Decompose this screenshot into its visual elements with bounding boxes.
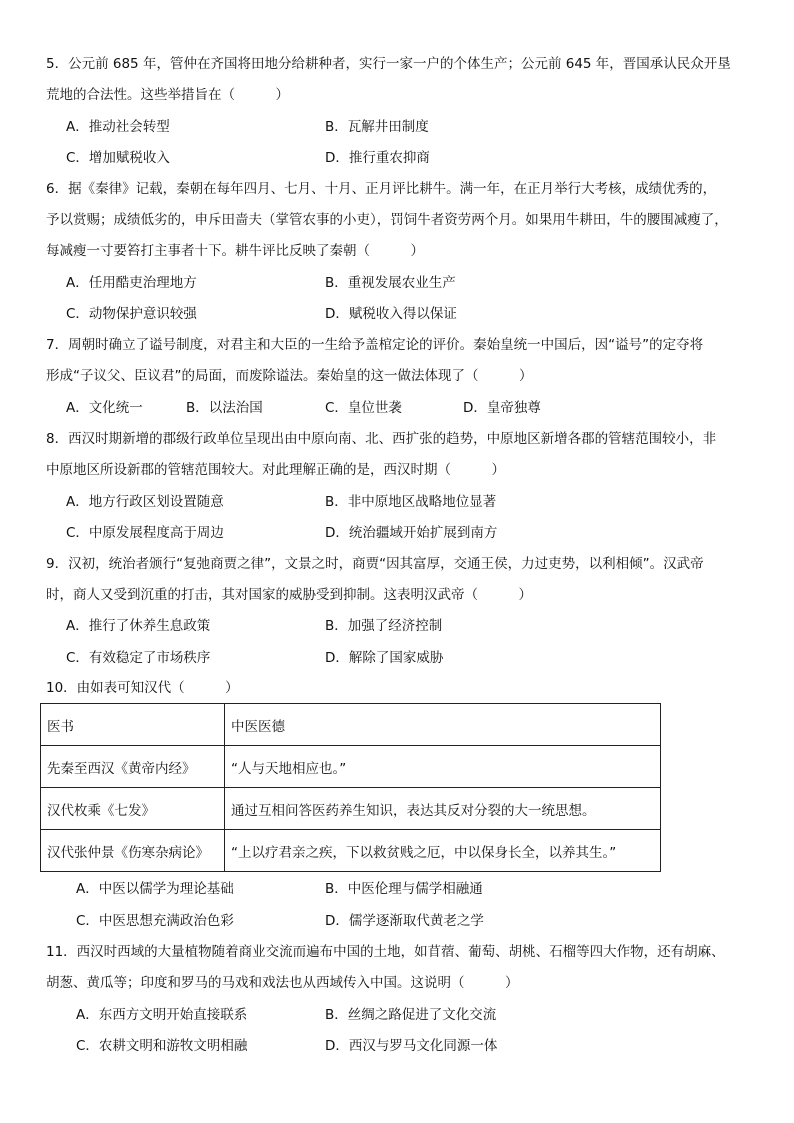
q5-option-c[interactable]: C．增加赋税收入 — [66, 150, 170, 166]
table-header-cell: 医书 — [41, 704, 225, 746]
q9-option-d[interactable]: D．解除了国家威胁 — [325, 650, 444, 666]
q8-stem-line-1: 8．西汉时期新增的郡级行政单位呈现出由中原向南、北、西扩张的趋势，中原地区新增各郡的管辖范围较小，非 — [46, 431, 717, 447]
q6-stem-line-3: 每减瘦一寸要笞打主事者十下。耕牛评比反映了秦朝（ ） — [46, 243, 424, 259]
q10-option-a[interactable]: A．中医以儒学为理论基础 — [76, 881, 234, 897]
q9-option-c[interactable]: C．有效稳定了市场秩序 — [66, 650, 211, 666]
q11-option-a[interactable]: A．东西方文明开始直接联系 — [76, 1007, 248, 1023]
q10-option-c[interactable]: C．中医思想充满政治色彩 — [76, 913, 234, 929]
table-cell: 汉代张仲景《伤寒杂病论》 — [41, 830, 225, 872]
q6-option-a[interactable]: A．任用酷吏治理地方 — [66, 275, 197, 291]
q6-stem-line-1: 6．据《秦律》记载，秦朝在每年四月、七月、十月、正月评比耕牛。满一年，在正月举行大考核，成绩优秀的， — [46, 181, 717, 197]
q7-stem-line-1: 7．周朝时确立了谥号制度，对君主和大臣的一生给予盖棺定论的评价。秦始皇统一中国后，因“谥号”的定夺将 — [46, 337, 704, 353]
q10-option-d[interactable]: D．儒学逐渐取代黄老之学 — [325, 913, 484, 929]
q7-option-c[interactable]: C．皇位世袭 — [325, 400, 402, 416]
table-row — [41, 830, 661, 872]
q11-option-b[interactable]: B．丝绸之路促进了文化交流 — [325, 1007, 497, 1023]
q6-option-c[interactable]: C．动物保护意识较强 — [66, 306, 197, 322]
q5-option-b[interactable]: B．瓦解井田制度 — [325, 119, 429, 135]
q11-option-d[interactable]: D．西汉与罗马文化同源一体 — [325, 1038, 498, 1054]
table-cell: 汉代枚乘《七发》 — [41, 788, 225, 830]
table-cell: 通过互相问答医药养生知识，表达其反对分裂的大一统思想。 — [225, 788, 661, 830]
q5-option-d[interactable]: D．推行重农抑商 — [325, 150, 430, 166]
q6-option-b[interactable]: B．重视发展农业生产 — [325, 275, 456, 291]
q9-option-a[interactable]: A．推行了休养生息政策 — [66, 618, 211, 634]
table-row — [41, 746, 661, 788]
q11-stem-line-2: 胡葱、黄瓜等；印度和罗马的马戏和戏法也从西域传入中国。这说明（ ） — [46, 975, 519, 991]
table-header-row — [41, 704, 661, 746]
q5-stem-line-2: 荒地的合法性。这些举措旨在（ ） — [46, 87, 289, 103]
q10-stem-line-1: 10．由如表可知汉代（ ） — [46, 680, 239, 696]
q8-option-d[interactable]: D．统治疆域开始扩展到南方 — [325, 525, 498, 541]
q11-stem-line-1: 11．西汉时西域的大量植物随着商业交流而遍布中国的土地，如苜蓿、葡萄、胡桃、石榴等四大作物，还有胡麻、 — [46, 944, 725, 960]
q8-option-c[interactable]: C．中原发展程度高于周边 — [66, 525, 224, 541]
q8-option-a[interactable]: A．地方行政区划设置随意 — [66, 494, 224, 510]
q9-stem-line-2: 时，商人又受到沉重的打击，其对国家的威胁受到抑制。这表明汉武帝（ ） — [46, 587, 532, 603]
q9-option-b[interactable]: B．加强了经济控制 — [325, 618, 443, 634]
q11-option-c[interactable]: C．农耕文明和游牧文明相融 — [76, 1038, 248, 1054]
q6-option-d[interactable]: D．赋税收入得以保证 — [325, 306, 457, 322]
q6-stem-line-2: 予以赏赐；成绩低劣的，申斥田啬夫（掌管农事的小吏），罚饲牛者资劳两个月。如果用牛耕田，牛的腰围减瘦了， — [46, 212, 728, 228]
q7-stem-line-2: 形成“子议父、臣议君”的局面，而废除谥法。秦始皇的这一做法体现了（ ） — [46, 368, 533, 384]
q7-option-b[interactable]: B．以法治国 — [186, 400, 263, 416]
q7-option-a[interactable]: A．文化统一 — [66, 400, 143, 416]
q9-stem-line-1: 9．汉初，统治者颁行“复弛商贾之律”，文景之时，商贾“因其富厚，交通王侯，力过吏势，以利相倾”。汉武帝 — [46, 556, 704, 572]
table-header-cell: 中医医德 — [225, 704, 661, 746]
q5-option-a[interactable]: A．推动社会转型 — [66, 119, 170, 135]
q10-option-b[interactable]: B．中医伦理与儒学相融通 — [325, 881, 483, 897]
table-cell: “上以疗君亲之疾，下以救贫贱之厄，中以保身长全，以养其生。” — [225, 830, 661, 872]
table-cell: “人与天地相应也。” — [225, 746, 661, 788]
table-row — [41, 788, 661, 830]
medical-books-table — [40, 703, 661, 872]
q8-stem-line-2: 中原地区所设新郡的管辖范围较大。对此理解正确的是，西汉时期（ ） — [46, 462, 505, 478]
table-cell: 先秦至西汉《黄帝内经》 — [41, 746, 225, 788]
q7-option-d[interactable]: D．皇帝独尊 — [463, 400, 541, 416]
q5-stem-line-1: 5．公元前 685 年，管仲在齐国将田地分给耕种者，实行一家一户的个体生产；公元前 645 年，晋国承认民众开垦 — [46, 56, 731, 72]
q8-option-b[interactable]: B．非中原地区战略地位显著 — [325, 494, 497, 510]
